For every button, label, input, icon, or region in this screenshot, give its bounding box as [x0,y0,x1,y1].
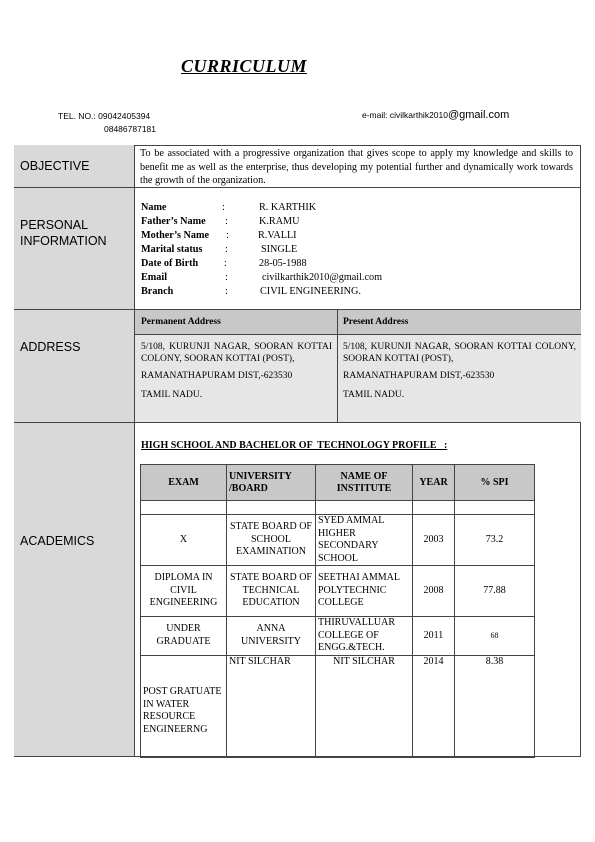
table-cell [413,501,455,515]
field-label: Date of Birth [141,258,199,269]
cell-institute: THIRUVALLUAR COLLEGE OF ENGG.&TECH. [316,617,413,656]
field-label: Branch [141,286,174,297]
personal-label-line2: INFORMATION [20,234,107,248]
email-domain: @gmail.com [447,109,510,121]
section-label-academics [14,423,135,757]
cell-year: 2014 [413,655,455,757]
field-value: R.VALLI [258,230,297,241]
field-value: SINGLE [261,244,298,255]
field-label: Mother’s Name [141,230,209,241]
present-address [343,342,576,401]
academics-heading: HIGH SCHOOL AND BACHELOR OF TECHNOLOGY PROFILE : [141,440,448,451]
address-line: RAMANATHAPURAM DIST,-623530 [141,371,293,381]
section-label-address [14,310,135,423]
address-line: 5/108, KURUNJI NAGAR, SOORAN KOTTAI COLONY, SOORAN KOTTAI (POST), [343,342,576,364]
colon: : [226,230,229,241]
cell-year: 2003 [413,515,455,566]
field-label: Marital status [141,244,203,255]
address-label: ADDRESS [20,340,81,354]
field-label: Name [141,202,167,213]
colon: : [225,216,228,227]
cell-year: 2008 [413,566,455,617]
personal-label-line1: PERSONAL [20,218,89,232]
email-local-part: e-mail: civilkarthik2010 [362,110,448,120]
cell-spi: 77.88 [455,566,535,617]
cell-exam: DIPLOMA IN CIVIL ENGINEERING [141,566,227,617]
academics-label: ACADEMICS [20,534,95,548]
permanent-address-header: Permanent Address [135,310,337,335]
cell-spi: 8.38 [455,655,535,757]
field-label: Email [141,272,168,283]
objective-label: OBJECTIVE [20,159,90,173]
field-value: civilkarthik2010@gmail.com [262,272,383,283]
table-row [141,566,535,617]
section-label-objective [14,145,135,188]
table-row [141,655,535,757]
cell-institute: NIT SILCHAR [316,655,413,757]
header-board: UNIVERSITY /BOARD [227,465,316,501]
document-title: CURRICULUM [181,56,308,76]
colon: : [225,286,228,297]
header-year: YEAR [413,465,455,501]
field-value: 28-05-1988 [259,258,307,269]
table-cell [455,501,535,515]
telephone-primary: TEL. NO.: 09042405394 [58,111,151,121]
permanent-address [141,342,332,401]
cell-board: STATE BOARD OF TECHNICAL EDUCATION [227,566,316,617]
address-line: 5/108, KURUNJI NAGAR, SOORAN KOTTAI COLONY, SOORAN KOTTAI (POST), [141,342,332,364]
table-row-empty [141,501,535,515]
field-value: CIVIL ENGINEERING. [260,286,361,297]
telephone-secondary: 08486787181 [104,123,157,134]
header-exam: EXAM [141,465,227,501]
table-cell [316,501,413,515]
table-row [141,515,535,566]
table-cell [227,501,316,515]
colon: : [224,258,227,269]
address-line: RAMANATHAPURAM DIST,-623530 [343,371,495,381]
cell-board: NIT SILCHAR [227,655,316,757]
present-address-header: Present Address [337,310,581,335]
table-row [141,617,535,656]
field-label: Father’s Name [141,216,206,227]
objective-text: To be associated with a progressive organization that gives scope to apply my knowledge and skills to benefit me as well as the enterprise, thus developing my potential further and dynamically work towards the growth of the organization. [140,148,573,186]
cell-exam: UNDER GRADUATE [141,617,227,656]
table-cell [141,501,227,515]
colon: : [225,244,228,255]
email-contact [362,109,509,121]
field-value: R. KARTHIK [259,202,317,213]
cell-board: ANNA UNIVERSITY [227,617,316,656]
cell-board: STATE BOARD OF SCHOOL EXAMINATION [227,515,316,566]
telephone-block [58,110,156,135]
academics-table [140,464,535,758]
colon: : [225,272,228,283]
address-column-divider [337,310,338,423]
address-line: TAMIL NADU. [343,389,405,400]
cell-spi: 68 [455,617,535,656]
header-spi: % SPI [455,465,535,501]
cell-exam: X [141,515,227,566]
section-label-personal [14,188,135,310]
header-institute: NAME OF INSTITUTE [316,465,413,501]
colon: : [222,202,225,213]
address-line: TAMIL NADU. [141,389,203,400]
field-value: K.RAMU [259,216,300,227]
cell-institute: SYED AMMAL HIGHER SECONDARY SCHOOL [316,515,413,566]
cell-year: 2011 [413,617,455,656]
table-header-row [141,465,535,501]
cell-institute: SEETHAI AMMAL POLYTECHNIC COLLEGE [316,566,413,617]
cell-exam: POST GRATUATE IN WATER RESOURCE ENGINEERNG [141,655,227,757]
cell-spi: 73.2 [455,515,535,566]
